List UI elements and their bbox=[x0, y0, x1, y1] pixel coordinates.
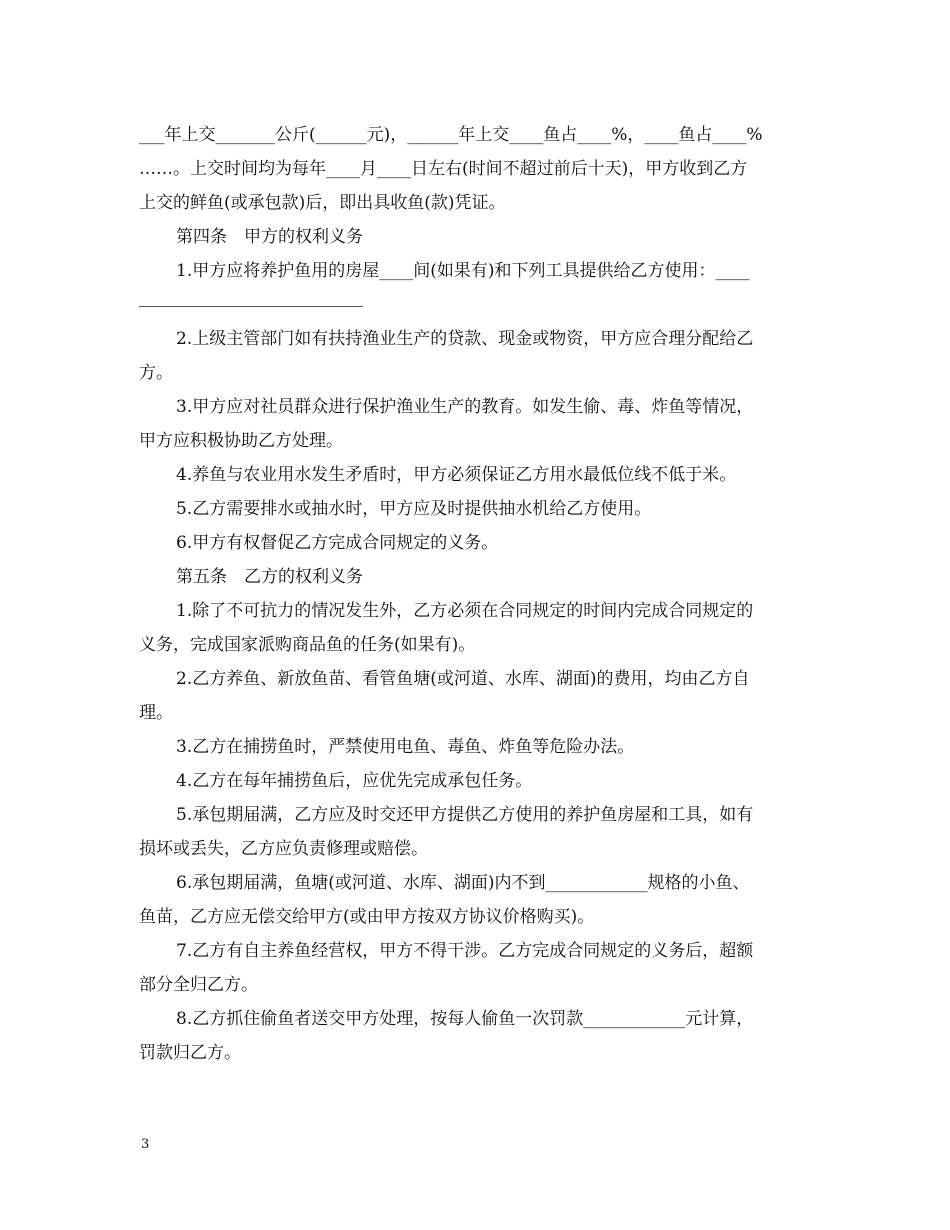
document-line: ……。上交时间均为每年____月____日左右(时间不超过前后十天)，甲方收到乙方 bbox=[139, 159, 748, 179]
document-body bbox=[139, 118, 815, 1070]
document-line: 5.承包期届满，乙方应及时交还甲方提供乙方使用的养护鱼房屋和工具，如有 bbox=[176, 805, 754, 825]
document-line: 1.除了不可抗力的情况发生外，乙方必须在合同规定的时间内完成合同规定的 bbox=[176, 601, 754, 621]
document-line: 7.乙方有自主养鱼经营权，甲方不得干涉。乙方完成合同规定的义务后，超额 bbox=[176, 941, 754, 961]
document-line: 6.承包期届满，鱼塘(或河道、水库、湖面)内不到____________规格的小鱼、 bbox=[176, 873, 750, 893]
page-number: 3 bbox=[141, 1137, 150, 1152]
document-line: 罚款归乙方。 bbox=[139, 1043, 241, 1063]
document-line: 5.乙方需要排水或抽水时，甲方应及时提供抽水机给乙方使用。 bbox=[176, 499, 652, 519]
blank-fill-rule bbox=[139, 288, 815, 322]
document-line: 部分全归乙方。 bbox=[139, 975, 258, 995]
document-line: 损坏或丢失，乙方应负责修理或赔偿。 bbox=[139, 839, 428, 859]
document-line: ___年上交_______公斤(______元)，______年上交____鱼占____%，____鱼占____% bbox=[139, 125, 763, 145]
document-line: 6.甲方有权督促乙方完成合同规定的义务。 bbox=[176, 533, 499, 553]
document-line: 方。 bbox=[139, 363, 173, 383]
underline-rule bbox=[139, 306, 363, 307]
document-line: 鱼苗，乙方应无偿交给甲方(或由甲方按双方协议价格购买)。 bbox=[139, 907, 595, 927]
document-line: 3.乙方在捕捞鱼时，严禁使用电鱼、毒鱼、炸鱼等危险办法。 bbox=[176, 737, 635, 757]
document-line: 上交的鲜鱼(或承包款)后，即出具收鱼(款)凭证。 bbox=[139, 193, 506, 213]
document-line: 1.甲方应将养护鱼用的房屋____间(如果有)和下列工具提供给乙方使用：____ bbox=[176, 261, 750, 281]
document-line: 第五条 乙方的权利义务 bbox=[176, 567, 363, 587]
document-line: 义务，完成国家派购商品鱼的任务(如果有)。 bbox=[139, 635, 476, 655]
document-line: 理。 bbox=[139, 703, 173, 723]
document-line: 8.乙方抓住偷鱼者送交甲方处理，按每人偷鱼一次罚款____________元计算， bbox=[176, 1009, 754, 1029]
document-line: 4.乙方在每年捕捞鱼后，应优先完成承包任务。 bbox=[176, 771, 533, 791]
document-line: 3.甲方应对社员群众进行保护渔业生产的教育。如发生偷、毒、炸鱼等情况， bbox=[176, 397, 754, 417]
document-line: 2.上级主管部门如有扶持渔业生产的贷款、现金或物资，甲方应合理分配给乙 bbox=[176, 329, 754, 349]
document-line: 2.乙方养鱼、新放鱼苗、看管鱼塘(或河道、水库、湖面)的费用，均由乙方自 bbox=[176, 669, 750, 689]
document-line: 甲方应积极协助乙方处理。 bbox=[139, 431, 343, 451]
document-line: 4.养鱼与农业用水发生矛盾时，甲方必须保证乙方用水最低位线不低于米。 bbox=[176, 465, 737, 485]
document-line: 第四条 甲方的权利义务 bbox=[176, 227, 363, 247]
